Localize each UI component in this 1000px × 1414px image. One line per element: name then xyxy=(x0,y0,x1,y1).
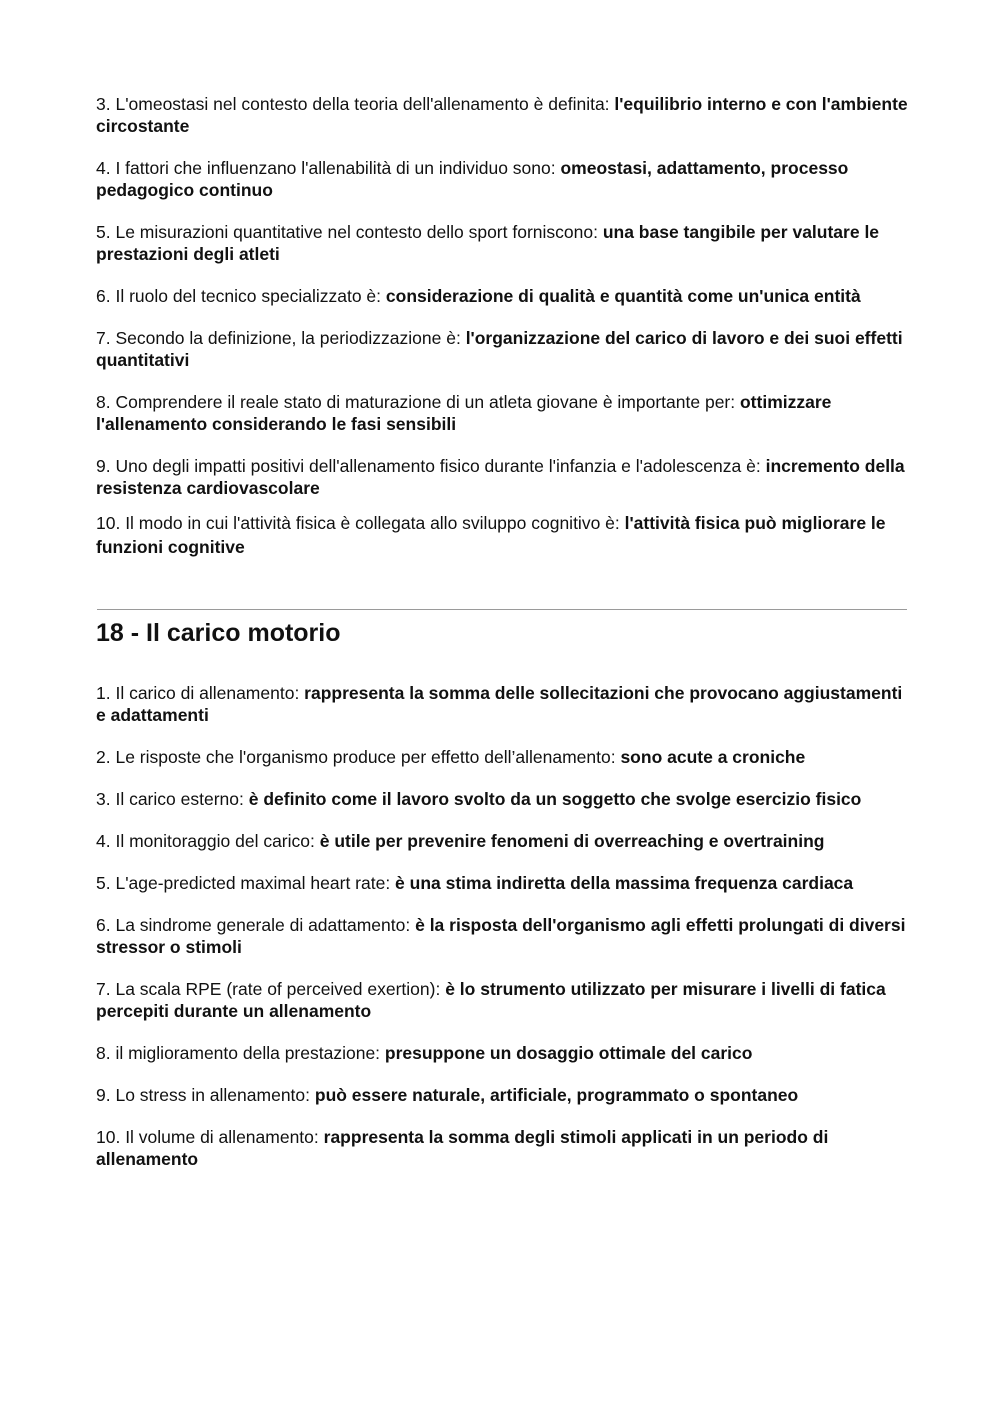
answer-text: è lo strumento utilizzato per misurare i livelli di fatica percepiti durante un allenamento xyxy=(96,979,886,1021)
document-page xyxy=(96,93,908,1190)
list-item xyxy=(96,830,908,852)
answer-text: l'equilibrio interno e con l'ambiente circostante xyxy=(96,94,908,136)
question-text: 5. Le misurazioni quantitative nel contesto dello sport forniscono: xyxy=(96,222,603,242)
list-item xyxy=(96,682,908,726)
answer-text: considerazione di qualità e quantità come un'unica entità xyxy=(385,286,861,306)
question-text: 6. La sindrome generale di adattamento: xyxy=(96,915,416,935)
answer-text: è utile per prevenire fenomeni di overreaching e overtraining xyxy=(319,831,825,851)
question-text: 9. Lo stress in allenamento: xyxy=(96,1085,315,1105)
list-item xyxy=(96,1084,908,1106)
question-text: 5. L'age-predicted maximal heart rate: xyxy=(96,873,396,893)
answer-text: è definito come il lavoro svolto da un soggetto che svolge esercizio fisico xyxy=(248,789,862,809)
question-text: 7. La scala RPE (rate of perceived exertion): xyxy=(96,979,446,999)
list-item xyxy=(96,746,908,768)
question-text: 8. il miglioramento della prestazione: xyxy=(96,1043,385,1063)
question-text: 4. Il monitoraggio del carico: xyxy=(96,831,320,851)
answer-text: rappresenta la somma delle sollecitazioni che provocano aggiustamenti e adattamenti xyxy=(96,683,903,725)
list-item xyxy=(96,391,908,435)
question-text: 3. Il carico esterno: xyxy=(96,789,249,809)
list-item xyxy=(96,788,908,810)
question-text: 10. Il modo in cui l'attività fisica è collegata allo sviluppo cognitivo è: xyxy=(96,513,625,533)
list-item xyxy=(96,327,908,371)
question-text: 3. L'omeostasi nel contesto della teoria dell'allenamento è definita: xyxy=(96,94,615,114)
answer-text: sono acute a croniche xyxy=(620,747,806,767)
list-item xyxy=(96,1042,908,1064)
section-18-list xyxy=(96,682,908,1170)
list-item xyxy=(96,1126,908,1170)
answer-text: una base tangibile per valutare le prestazioni degli atleti xyxy=(96,222,880,264)
answer-text: l'attività fisica può migliorare le funzioni cognitive xyxy=(96,513,886,557)
answer-text: rappresenta la somma degli stimoli applicati in un periodo di allenamento xyxy=(96,1127,829,1169)
question-text: 6. Il ruolo del tecnico specializzato è: xyxy=(96,286,386,306)
list-item xyxy=(96,455,908,499)
question-text: 4. I fattori che influenzano l'allenabilità di un individuo sono: xyxy=(96,158,561,178)
question-text: 1. Il carico di allenamento: xyxy=(96,683,305,703)
answer-text: incremento della resistenza cardiovascolare xyxy=(96,456,905,498)
list-item xyxy=(96,93,908,137)
list-item xyxy=(96,914,908,958)
question-text: 10. Il volume di allenamento: xyxy=(96,1127,324,1147)
question-text: 7. Secondo la definizione, la periodizzazione è: xyxy=(96,328,466,348)
answer-text: può essere naturale, artificiale, programmato o spontaneo xyxy=(314,1085,799,1105)
answer-text: omeostasi, adattamento, processo pedagogico continuo xyxy=(96,158,849,200)
question-text: 9. Uno degli impatti positivi dell'allenamento fisico durante l'infanzia e l'adolescenza è: xyxy=(96,456,766,476)
list-item xyxy=(96,157,908,201)
answer-text: è una stima indiretta della massima frequenza cardiaca xyxy=(395,873,854,893)
section-title: 18 - Il carico motorio xyxy=(96,619,341,647)
question-text: 8. Comprendere il reale stato di maturazione di un atleta giovane è importante per: xyxy=(96,392,740,412)
list-item xyxy=(96,978,908,1022)
list-item xyxy=(96,872,908,894)
list-item xyxy=(96,221,908,265)
list-item xyxy=(96,511,908,559)
answer-text: presuppone un dosaggio ottimale del carico xyxy=(384,1043,753,1063)
answer-text: l'organizzazione del carico di lavoro e dei suoi effetti quantitativi xyxy=(96,328,903,370)
list-item xyxy=(96,285,908,307)
answer-text: ottimizzare l'allenamento considerando le fasi sensibili xyxy=(96,392,832,434)
answer-text: è la risposta dell'organismo agli effetti prolungati di diversi stressor o stimoli xyxy=(96,915,906,957)
question-text: 2. Le risposte che l'organismo produce per effetto dell’allenamento: xyxy=(96,747,621,767)
previous-section-list xyxy=(96,93,908,559)
section-divider xyxy=(97,609,907,610)
